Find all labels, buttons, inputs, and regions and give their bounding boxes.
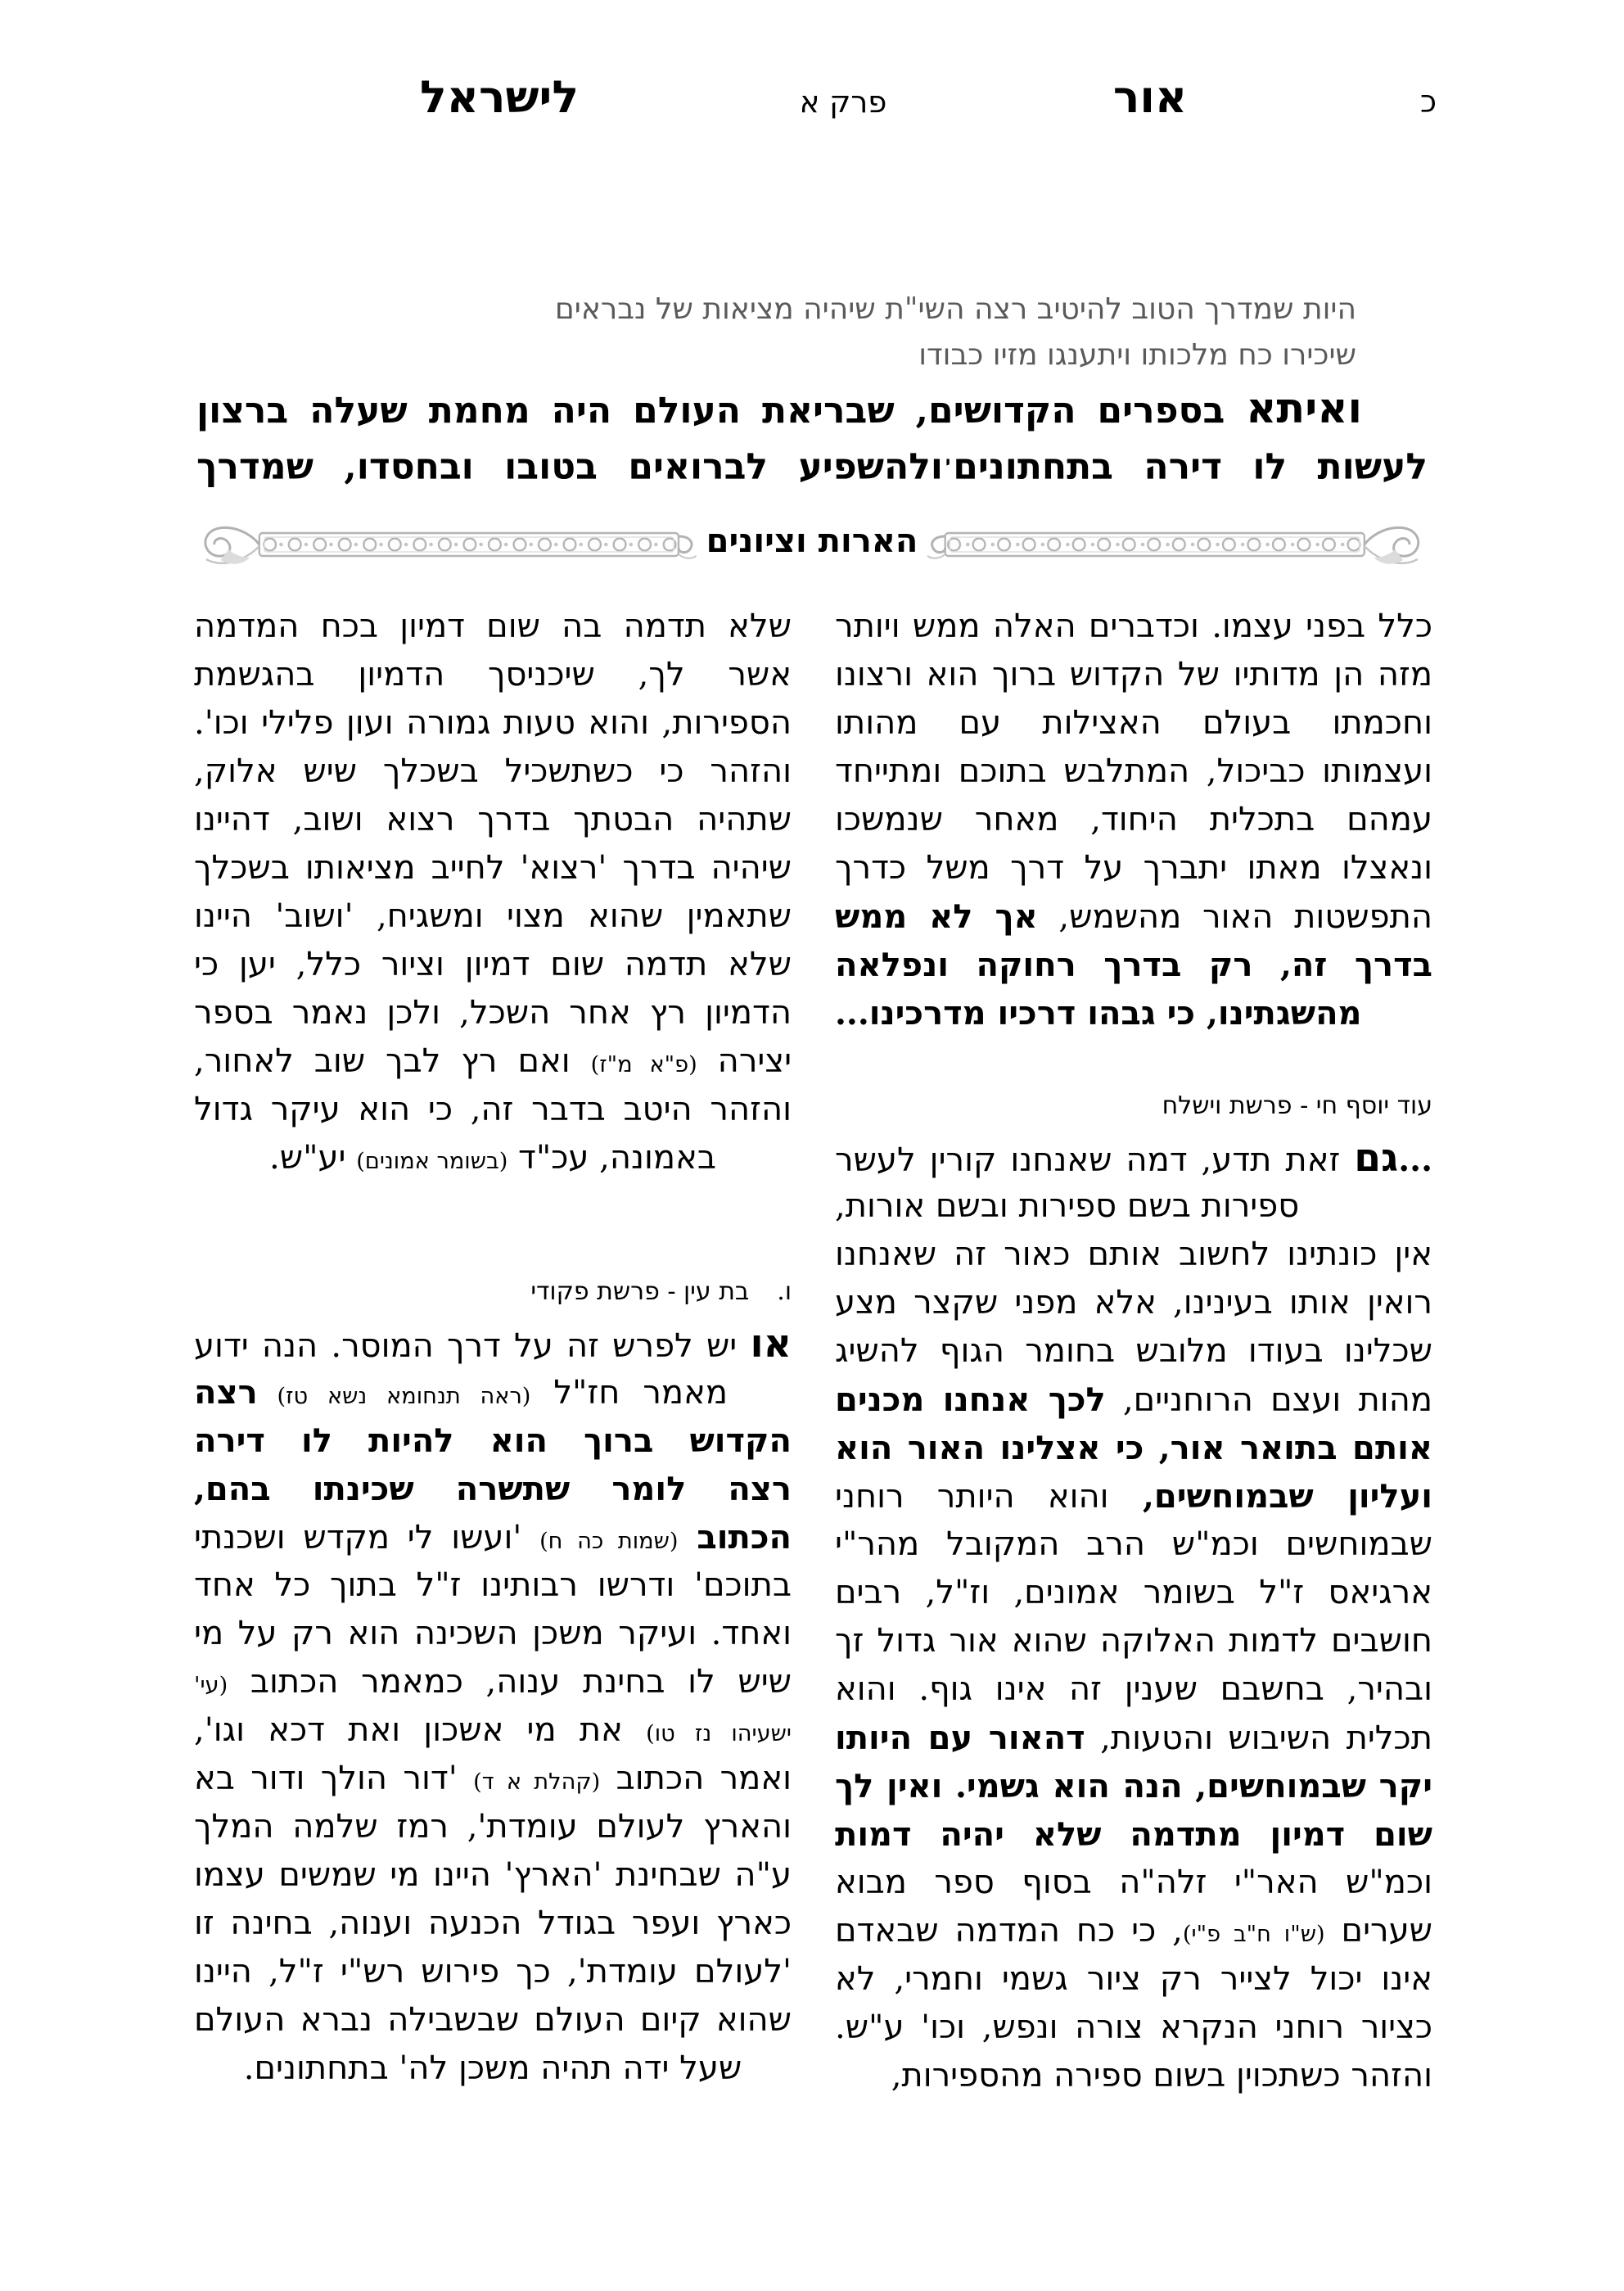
text-line xyxy=(194,1417,792,1465)
text-line xyxy=(835,603,1432,651)
text-segment: עמהם בתכלית היחוד, מאחר שנמשכו xyxy=(835,801,1432,838)
text-segment: אותם בתואר אור, כי אצלינו האור הוא xyxy=(835,1429,1432,1467)
text-segment: כלל בפני עצמו. וכדברים האלה ממש ויותר xyxy=(835,608,1432,645)
text-line xyxy=(194,1561,792,1610)
intro-line: שיכירו כח מלכותו ויתענגו מזיו כבודו xyxy=(918,338,1356,372)
chapter-label: פרק א xyxy=(799,84,887,120)
text-line xyxy=(194,1610,792,1658)
text-line xyxy=(194,1465,792,1513)
text-segment: בספרים הקדושים, שבריאת העולם היה מחמת שעלה ברצון xyxy=(196,390,1225,432)
commentary-column-left xyxy=(194,603,792,2093)
text-segment: ואיתא xyxy=(1246,384,1362,433)
commentary-paragraph xyxy=(194,603,792,1182)
text-segment: מהות ועצם הרוחניים, xyxy=(1105,1381,1432,1419)
text-line xyxy=(835,1714,1432,1762)
text-segment: ועצמותו כביכול, המתלבש בתוכם ומתייחד xyxy=(835,752,1432,790)
text-segment: שערים xyxy=(1324,1912,1432,1950)
text-segment: תכלית השיבוש והטעות, xyxy=(1085,1719,1432,1757)
text-segment: לכך אנחנו מכנים xyxy=(835,1380,1106,1419)
text-segment: שתאמין שהוא מצוי ומשגיח, 'ושוב' היינו xyxy=(194,897,792,935)
text-line xyxy=(835,1424,1432,1472)
source-heading-title: בת עין - פרשת פקודי xyxy=(530,1277,750,1306)
text-line xyxy=(835,1279,1432,1327)
main-text-paragraph xyxy=(196,382,1428,490)
text-line xyxy=(194,1320,792,1368)
text-segment: שיהיה בדרך 'רצוא' לחייב מציאותו בשכלך xyxy=(194,849,792,887)
text-segment: התפשטות האור מהשמש, xyxy=(1037,898,1432,936)
text-line xyxy=(194,699,792,748)
page-number: כ xyxy=(1419,84,1437,120)
text-segment: שהוא קיום העולם שבשבילה נברא העולם xyxy=(194,2001,792,2039)
text-segment: (ש"ו ח"ב פ"י) xyxy=(1182,1922,1325,1947)
text-line xyxy=(194,603,792,651)
text-line xyxy=(835,1521,1432,1569)
text-segment: ע"ה שבחינת 'הארץ' היינו מי שמשים עצמו xyxy=(194,1856,792,1894)
text-segment: ונאצלו מאתו יתברך על דרך משל כדרך xyxy=(835,849,1432,887)
text-segment: והזהר כי כשתשכיל בשכלך שיש אלוק, xyxy=(194,752,792,790)
text-segment: ישעיהו נז טו) xyxy=(646,1721,792,1746)
text-line xyxy=(194,748,792,796)
text-line xyxy=(835,2004,1432,2052)
text-line xyxy=(835,989,1432,1037)
text-segment: הקדוש ברוך הוא להיות לו דירה xyxy=(194,1421,792,1460)
text-line xyxy=(835,1569,1432,1617)
text-line xyxy=(194,796,792,844)
text-segment: (עי' xyxy=(194,1673,228,1698)
text-line xyxy=(194,1996,792,2045)
text-segment: אך לא ממש xyxy=(835,897,1038,936)
text-segment: ואמר הכתוב xyxy=(600,1760,792,1797)
text-line xyxy=(194,1851,792,1900)
text-line xyxy=(835,1231,1432,1279)
text-segment: באמונה, עכ"ד xyxy=(508,1139,716,1177)
text-line xyxy=(835,651,1432,699)
text-line xyxy=(194,1803,792,1851)
book-title-word-lyisrael: לישראל xyxy=(419,70,579,123)
text-line xyxy=(835,941,1432,989)
text-line xyxy=(835,1327,1432,1376)
source-heading-number: ו. xyxy=(777,1277,792,1306)
text-segment: שום דמיון מתדמה שלא יהיה דמות xyxy=(835,1815,1432,1854)
text-segment: י xyxy=(945,452,951,472)
text-segment: אשר לך, שיכניסך הדמיון בהגשמת xyxy=(194,656,792,694)
text-segment: לעשות לו דירה בתחתונים xyxy=(953,445,1428,488)
divider-ornament-right xyxy=(927,522,1428,567)
text-line xyxy=(835,1617,1432,1665)
intro-line: היות שמדרך הטוב להיטיב רצה השי"ת שיהיה מציאות של נבראים xyxy=(554,292,1356,326)
text-segment: והוא היותר רוחני xyxy=(835,1478,1109,1516)
text-segment: שבמוחשים וכמ"ש הרב המקובל מהר"י xyxy=(835,1525,1432,1563)
text-line xyxy=(835,1182,1432,1231)
text-segment: כציור רוחני הנקרא צורה ונפש, וכו' ע"ש. xyxy=(835,2009,1432,2046)
text-segment: שיש לו בחינת ענוה, כמאמר הכתוב xyxy=(228,1663,792,1701)
text-line xyxy=(194,1948,792,1996)
text-segment: הדמיון רץ אחר השכל, ולכן נאמר בספר xyxy=(194,994,792,1032)
text-line xyxy=(194,2045,792,2093)
text-segment: גם xyxy=(1354,1136,1399,1181)
text-line xyxy=(194,1755,792,1803)
text-segment: ועליון שבמוחשים, xyxy=(1108,1477,1432,1516)
text-line xyxy=(835,1665,1432,1714)
text-segment: או xyxy=(750,1322,792,1367)
commentary-paragraph xyxy=(835,1134,1432,2100)
text-segment: שלא תדמה בה שום דמיון בכח המדמה xyxy=(194,608,792,645)
text-line xyxy=(835,1134,1432,1182)
text-segment: והזהר כשתכוין בשום ספירה מהספירות, xyxy=(891,2057,1432,2094)
text-segment: (בשומר אמונים) xyxy=(356,1149,508,1174)
source-heading xyxy=(194,1274,792,1310)
text-line xyxy=(835,844,1432,892)
text-segment: ואחד. ועיקר משכן השכינה הוא רק על מי xyxy=(194,1615,792,1652)
text-segment: שלא תדמה שום דמיון וציור כלל, יען כי xyxy=(194,946,792,983)
text-line xyxy=(194,1086,792,1134)
text-segment: ובהיר, בחשבם שענין זה אינו גוף. והוא xyxy=(835,1670,1432,1708)
text-segment: יצירה xyxy=(697,1042,792,1080)
text-line xyxy=(194,1658,792,1706)
text-line xyxy=(194,1706,792,1755)
text-line xyxy=(835,2052,1432,2100)
text-segment: וחכמתו בעולם האצילות עם מהותו xyxy=(835,704,1432,742)
text-segment: אינו יכול לצייר רק ציור גשמי וחמרי, לא xyxy=(835,1960,1432,1998)
text-segment: מהשגתינו, כי גבהו דרכיו מדרכינו... xyxy=(835,994,1362,1033)
book-title-word-or: אור xyxy=(1112,70,1188,123)
text-line xyxy=(835,1810,1432,1859)
text-line xyxy=(835,1859,1432,1907)
text-line xyxy=(835,1376,1432,1424)
text-line xyxy=(835,1472,1432,1521)
text-segment: (פ"א מ"ז) xyxy=(590,1052,697,1078)
text-segment: יש לפרש זה על דרך המוסר. הנה ידוע xyxy=(194,1327,751,1365)
text-segment: דהאור עם היותו xyxy=(835,1719,1085,1757)
text-segment: הספירות, והוא טעות גמורה ועון פלילי וכו'. xyxy=(194,704,792,742)
section-divider xyxy=(196,519,1428,570)
text-line xyxy=(196,382,1428,436)
text-segment: ולהשפיע לברואים בטובו ובחסדו, שמדרך xyxy=(196,445,943,488)
text-line xyxy=(835,892,1432,941)
text-segment: חושבים לדמות האלוקה שהוא אור גדול זך xyxy=(835,1622,1432,1660)
commentary-column-right xyxy=(835,603,1432,2100)
text-segment: (קהלת א ד) xyxy=(473,1769,601,1795)
text-line xyxy=(835,748,1432,796)
text-line xyxy=(194,1900,792,1948)
text-segment: זאת תדע, דמה שאנחנו קורין לעשר xyxy=(835,1141,1355,1179)
text-segment: וכמ"ש האר"י זלה"ה בסוף ספר מבוא xyxy=(835,1864,1432,1901)
text-segment: שעל ידה תהיה משכן לה' בתחתונים. xyxy=(243,2049,742,2087)
text-segment: (ראה תנחומא נשא טז) xyxy=(257,1384,531,1409)
text-segment: ספירות בשם ספירות ובשם אורות, xyxy=(835,1187,1300,1225)
text-segment: מאמר חז"ל xyxy=(530,1374,728,1412)
text-line xyxy=(194,1513,792,1561)
text-segment: 'ועשו לי מקדש ושכנתי xyxy=(194,1519,540,1557)
text-segment: 'לעולם עומדת', כך פירוש רש"י ז"ל, היינו xyxy=(194,1953,792,1991)
text-segment: בדרך זה, רק בדרך רחוקה ונפלאה xyxy=(835,946,1432,984)
text-line xyxy=(196,436,1428,490)
text-segment: יקר שבמוחשים, הנה הוא גשמי. ואין לך xyxy=(835,1767,1432,1805)
text-segment: כארץ ועפר בגודל הכנעה וענוה, בחינה זו xyxy=(194,1905,792,1942)
commentary-section-title: הארות וציונים xyxy=(706,521,918,560)
text-segment: בתוכם' ודרשו רבותינו ז"ל בתוך כל אחד xyxy=(194,1566,792,1604)
text-line xyxy=(194,651,792,699)
text-line xyxy=(835,1907,1432,1955)
text-line xyxy=(194,989,792,1037)
text-segment: הכתוב xyxy=(678,1518,792,1557)
text-line xyxy=(835,699,1432,748)
text-segment: רואין אותו בעינינו, אלא מפני שקצר מצע xyxy=(835,1284,1432,1322)
text-segment: מזה הן מדותיו של הקדוש ברוך הוא ורצונו xyxy=(835,656,1432,694)
intro-quote xyxy=(555,287,1356,378)
text-line xyxy=(194,1037,792,1086)
text-segment: את מי אשכון ואת דכא וגו', xyxy=(194,1711,647,1749)
text-segment: ואם רץ לבך שוב לאחור, xyxy=(194,1042,591,1080)
divider-ornament-left xyxy=(196,522,697,567)
text-line xyxy=(194,941,792,989)
text-segment: אין כונתינו לחשוב אותם כאור זה שאנחנו xyxy=(835,1236,1432,1273)
text-segment: רצה xyxy=(194,1373,258,1412)
text-segment: שתהיה הבטתך בדרך רצוא ושוב, דהיינו xyxy=(194,801,792,838)
text-line xyxy=(835,796,1432,844)
text-segment: 'דור הולך ודור בא xyxy=(194,1760,474,1797)
text-line xyxy=(194,892,792,941)
text-segment: והזהר היטב בדבר זה, כי הוא עיקר גדול xyxy=(194,1091,792,1128)
text-segment: שכלינו בעודו מלובש בחומר הגוף להשיג xyxy=(835,1332,1432,1370)
text-line xyxy=(835,1762,1432,1810)
text-segment: , כי כח המדמה שבאדם xyxy=(835,1912,1183,1950)
text-segment: יע"ש. xyxy=(269,1139,357,1177)
text-segment: רצה לומר שתשרה שכינתו בהם, xyxy=(194,1470,792,1508)
commentary-paragraph xyxy=(835,603,1432,1037)
text-line xyxy=(194,1368,792,1417)
text-line xyxy=(835,1955,1432,2004)
text-segment: ... xyxy=(1398,1141,1432,1179)
text-segment: (שמות כה ח) xyxy=(539,1529,679,1554)
text-segment: והארץ לעולם עומדת', רמז שלמה המלך xyxy=(194,1808,792,1846)
commentary-paragraph xyxy=(194,1320,792,2093)
source-heading: עוד יוסף חי - פרשת וישלח xyxy=(1162,1091,1432,1120)
text-line xyxy=(194,844,792,892)
text-line xyxy=(194,1134,792,1182)
text-segment: ארגיאס ז"ל בשומר אמונים, וז"ל, רבים xyxy=(835,1574,1432,1611)
